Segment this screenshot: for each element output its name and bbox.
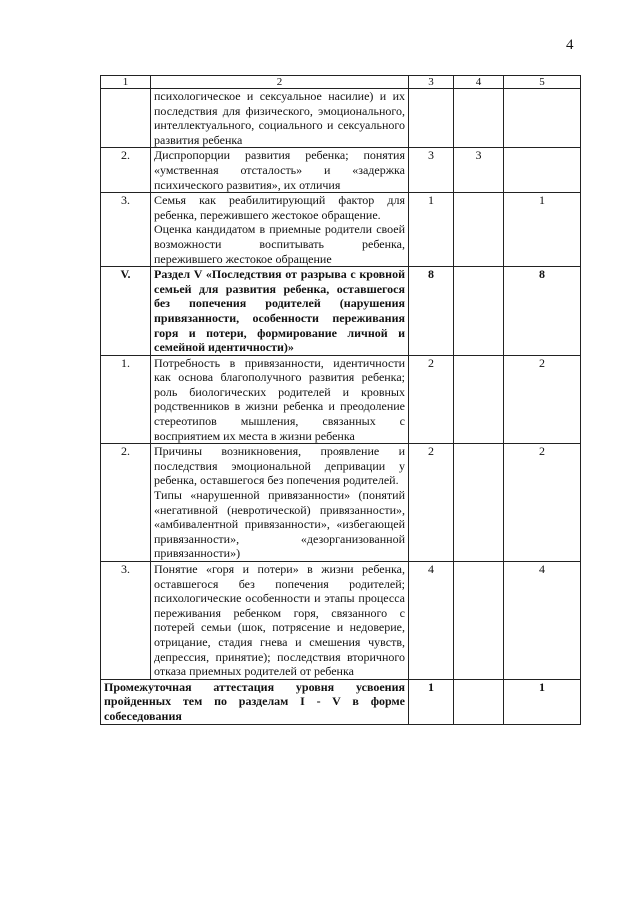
topic-cell — [151, 89, 409, 148]
summary-text: Промежуточная аттестация уровня усвоения пройденных тем по разделам I - V в форме собеседования — [101, 679, 409, 724]
row-number: 2. — [101, 148, 151, 193]
curriculum-table — [100, 75, 581, 725]
hours-col4 — [454, 267, 504, 356]
hours-total: 2 — [409, 355, 454, 444]
summary-hours-col4 — [454, 679, 504, 724]
topic-cell — [151, 444, 409, 562]
hours-total: 2 — [409, 444, 454, 562]
hours-col4 — [454, 355, 504, 444]
topic-cell — [151, 355, 409, 444]
hours-total: 3 — [409, 148, 454, 193]
header-cell: 5 — [504, 76, 581, 89]
hours-total: 1 — [409, 193, 454, 267]
hours-total — [409, 89, 454, 148]
table-row — [101, 89, 581, 148]
row-number: 1. — [101, 355, 151, 444]
row-number: 2. — [101, 444, 151, 562]
topic-text: Семья как реабилитирующий фактор для ребенка, пережившего жестокое обращение. — [154, 193, 405, 222]
table-header-row — [101, 76, 581, 89]
hours-col5: 2 — [504, 355, 581, 444]
section-title-cell — [151, 267, 409, 356]
header-cell: 1 — [101, 76, 151, 89]
header-cell: 3 — [409, 76, 454, 89]
hours-col4 — [454, 89, 504, 148]
row-number — [101, 89, 151, 148]
page-number: 4 — [566, 37, 574, 53]
hours-col4 — [454, 444, 504, 562]
topic-cell — [151, 148, 409, 193]
topic-text: психологическое и сексуальное насилие) и их последствия для физического, эмоционального, интеллектуального, социального и сексуального развития ребенка — [154, 89, 405, 147]
table-row — [101, 355, 581, 444]
topic-text: Оценка кандидатом в приемные родители своей возможности воспитывать ребенка, пережившего жестокое обращение — [154, 222, 405, 266]
topic-cell — [151, 193, 409, 267]
topic-text: Типы «нарушенной привязанности» (понятий «негативной (невротической) привязанности», «амбивалентной привязанности», «избегающей привязанности», «дезорганизованной привязанности») — [154, 488, 405, 561]
row-number: 3. — [101, 193, 151, 267]
topic-text: Причины возникновения, проявление и последствия эмоциональной депривации у ребенка, оставшегося без попечения родителей. — [154, 444, 405, 488]
table-row — [101, 193, 581, 267]
hours-col5: 4 — [504, 562, 581, 680]
hours-col5: 1 — [504, 193, 581, 267]
header-cell: 2 — [151, 76, 409, 89]
hours-col5: 8 — [504, 267, 581, 356]
section-number: V. — [101, 267, 151, 356]
row-number: 3. — [101, 562, 151, 680]
topic-text: Понятие «горя и потери» в жизни ребенка, оставшегося без попечения родителей; психологические особенности и этапы процесса переживания ребенком горя, связанного с потерей семьи (шок, потрясение и недоверие, отрицание, стадия гнева и смешения чувств, депрессия, принятие); последствия вторичного отказа приемных родителей от ребенка — [154, 562, 405, 679]
hours-col5: 2 — [504, 444, 581, 562]
topic-cell — [151, 562, 409, 680]
header-cell: 4 — [454, 76, 504, 89]
hours-col5 — [504, 89, 581, 148]
summary-hours-total: 1 — [409, 679, 454, 724]
hours-total: 4 — [409, 562, 454, 680]
table-row — [101, 444, 581, 562]
table-row — [101, 562, 581, 680]
hours-col4 — [454, 193, 504, 267]
section-title: Раздел V «Последствия от разрыва с кровной семьей для развития ребенка, оставшегося без попечения родителей (нарушения привязанности, особенности переживания горя и потери, формирование личной и семейной идентичности)» — [154, 267, 405, 355]
hours-col4: 3 — [454, 148, 504, 193]
table-row — [101, 148, 581, 193]
hours-col5 — [504, 148, 581, 193]
summary-hours-col5: 1 — [504, 679, 581, 724]
hours-col4 — [454, 562, 504, 680]
summary-row — [101, 679, 581, 724]
topic-text: Потребность в привязанности, идентичности как основа благополучного развития ребенка; роль биологических родителей и кровных родственников в жизни ребенка и преодоление стереотипов мышления, связанных с восприятием их места в жизни ребенка — [154, 355, 405, 443]
section-row — [101, 267, 581, 356]
topic-text: Диспропорции развития ребенка; понятия «умственная отсталость» и «задержка психического развития», их отличия — [154, 148, 405, 192]
hours-total: 8 — [409, 267, 454, 356]
